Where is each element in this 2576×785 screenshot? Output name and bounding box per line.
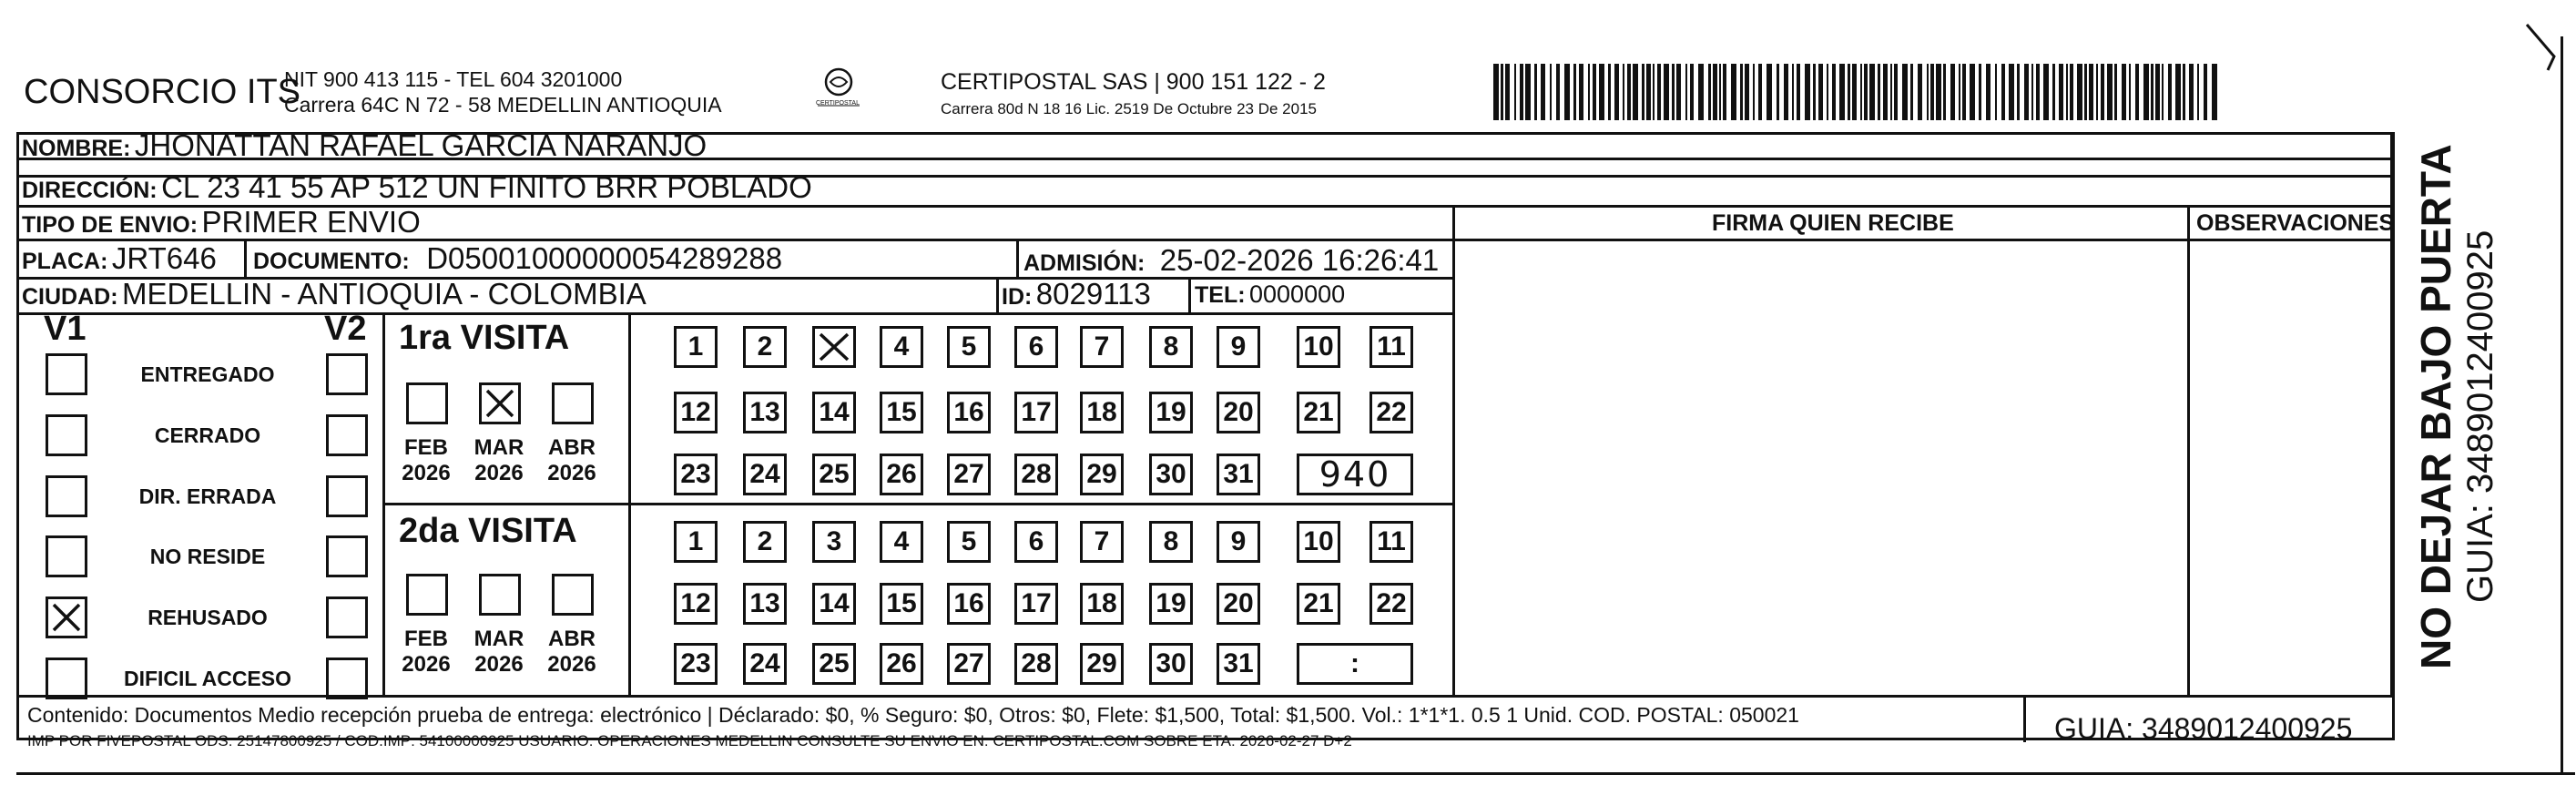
- ciudad-label: CIUDAD:: [22, 284, 118, 310]
- day-box[interactable]: 11: [1369, 521, 1413, 563]
- day-box[interactable]: 29: [1080, 643, 1124, 685]
- day-box[interactable]: 10: [1297, 326, 1340, 368]
- day-box[interactable]: 18: [1080, 583, 1124, 625]
- direccion-label: DIRECCIÓN:: [22, 178, 158, 203]
- day-box[interactable]: 31: [1217, 454, 1260, 495]
- v2-checkbox[interactable]: [326, 353, 368, 395]
- nombre-label: NOMBRE:: [22, 136, 131, 161]
- company-address: Carrera 64C N 72 - 58 MEDELLIN ANTIOQUIA: [284, 93, 722, 117]
- day-box[interactable]: 6: [1014, 326, 1058, 368]
- v1-label: V1: [44, 310, 87, 348]
- day-box[interactable]: 7: [1080, 521, 1124, 563]
- day-box[interactable]: 24: [743, 454, 787, 495]
- day-box[interactable]: 22: [1369, 583, 1413, 625]
- side-guia: GUIA: 3489012400925: [2460, 229, 2500, 603]
- contenido-text: Contenido: Documentos Medio recepción prueba de entrega: electrónico | Déclarado: $0, % Seguro: $0, Otros: $0, Flete: $1,500, Total: $1,500. Vol.: 1*1*1. 0.5 1 Unid. COD. POSTAL: 050021: [27, 703, 1799, 727]
- day-box[interactable]: 16: [947, 583, 991, 625]
- day-box[interactable]: 5: [947, 326, 991, 368]
- documento-value: D05001000000054289288: [426, 241, 783, 275]
- day-box[interactable]: 27: [947, 454, 991, 495]
- day-box[interactable]: 30: [1149, 454, 1193, 495]
- day-box[interactable]: 15: [880, 392, 923, 433]
- tipo-label: TIPO DE ENVIO:: [22, 212, 199, 238]
- second-visit-title: 2da VISITA: [399, 512, 577, 550]
- day-box[interactable]: 4: [880, 521, 923, 563]
- day-box[interactable]: 28: [1014, 454, 1058, 495]
- tel-field: [1195, 277, 1345, 316]
- day-box[interactable]: 11: [1369, 326, 1413, 368]
- day-box[interactable]: 18: [1080, 392, 1124, 433]
- day-box[interactable]: 23: [674, 643, 718, 685]
- v1-checkbox[interactable]: [46, 658, 87, 699]
- day-box[interactable]: 22: [1369, 392, 1413, 433]
- v2-label: V2: [324, 310, 367, 348]
- certipostal-logo-text: CERTIPOSTAL: [816, 100, 860, 107]
- day-box[interactable]: 7: [1080, 326, 1124, 368]
- direccion-row: [22, 172, 812, 209]
- bottom-border: [16, 772, 2575, 775]
- day-box[interactable]: 1: [674, 521, 718, 563]
- month-label: MAR 2026: [473, 627, 524, 677]
- x-mark-icon: [815, 329, 853, 365]
- reason-label: DIR. ERRADA: [138, 484, 277, 508]
- day-box[interactable]: 13: [743, 392, 787, 433]
- barcode: [1493, 64, 2222, 120]
- admision-value: 25-02-2026 16:26:41: [1159, 243, 1440, 277]
- day-box[interactable]: 10: [1297, 521, 1340, 563]
- day-box[interactable]: 15: [880, 583, 923, 625]
- day-box[interactable]: 12: [674, 392, 718, 433]
- day-box[interactable]: 1: [674, 326, 718, 368]
- placa-value: JRT646: [111, 241, 217, 275]
- v2-checkbox[interactable]: [326, 475, 368, 517]
- placa-label: PLACA:: [22, 249, 108, 274]
- day-box[interactable]: 9: [1217, 326, 1260, 368]
- firma-header: FIRMA QUIEN RECIBE: [1712, 210, 1954, 236]
- day-box[interactable]: 19: [1149, 392, 1193, 433]
- reason-label: CERRADO: [154, 423, 261, 447]
- day-box[interactable]: 9: [1217, 521, 1260, 563]
- reason-label: NO RESIDE: [149, 545, 266, 568]
- day-box[interactable]: 29: [1080, 454, 1124, 495]
- day-box[interactable]: 6: [1014, 521, 1058, 563]
- day-box[interactable]: 25: [812, 454, 856, 495]
- v2-checkbox[interactable]: [326, 658, 368, 699]
- month-checkbox[interactable]: [552, 382, 594, 424]
- day-box[interactable]: 27: [947, 643, 991, 685]
- right-columns-divider: [1452, 205, 1455, 697]
- month-label: ABR 2026: [547, 627, 596, 677]
- v1-checkbox[interactable]: [46, 596, 87, 638]
- id-value: 8029113: [1035, 277, 1151, 311]
- day-box[interactable]: 23: [674, 454, 718, 495]
- company-nit: NIT 900 413 115 - TEL 604 3201000: [284, 67, 623, 91]
- month-checkbox[interactable]: [406, 382, 448, 424]
- imp-text: IMP POR FIVEPOSTAL ODS: 25147800925 / COD.IMP: 54100000925 USUARIO: OPERACIONES MEDELLIN CONSULTE SU ENVIO EN: CERTIPOSTAL.COM SOBRE ETA: 2026-02-27 D+2: [27, 732, 1352, 749]
- day-box[interactable]: 13: [743, 583, 787, 625]
- reason-label: REHUSADO: [148, 606, 268, 629]
- documento-label: DOCUMENTO:: [253, 249, 410, 274]
- nombre-value: JHONATTAN RAFAEL GARCIA NARANJO: [134, 128, 708, 162]
- day-box[interactable]: 19: [1149, 583, 1193, 625]
- ciudad-value: MEDELLIN - ANTIOQUIA - COLOMBIA: [122, 277, 647, 311]
- day-box[interactable]: 5: [947, 521, 991, 563]
- right-border: [2561, 36, 2563, 774]
- footer-guia: GUIA: 3489012400925: [2054, 712, 2353, 745]
- day-box[interactable]: 14: [812, 392, 856, 433]
- v2-checkbox[interactable]: [326, 596, 368, 638]
- certipostal-logo: [810, 66, 867, 117]
- day-box[interactable]: 30: [1149, 643, 1193, 685]
- corner-mark: [2522, 20, 2559, 75]
- v1-checkbox[interactable]: [46, 353, 87, 395]
- month-label: FEB 2026: [402, 627, 451, 677]
- day-box[interactable]: 8: [1149, 326, 1193, 368]
- month-checkbox[interactable]: [406, 574, 448, 616]
- day-box[interactable]: 20: [1217, 583, 1260, 625]
- postal-license: Carrera 80d N 18 16 Lic. 2519 De Octubre 23 De 2015: [941, 100, 1317, 117]
- reason-label: ENTREGADO: [140, 362, 275, 386]
- side-warning: NO DEJAR BAJO PUERTA: [2412, 144, 2459, 669]
- x-mark-icon: [48, 599, 85, 636]
- tel-label: TEL:: [1195, 282, 1246, 308]
- day-box[interactable]: 21: [1297, 583, 1340, 625]
- v1-checkbox[interactable]: [46, 475, 87, 517]
- day-box[interactable]: 26: [880, 643, 923, 685]
- day-box[interactable]: 2: [743, 326, 787, 368]
- reason-label: DIFICIL ACCESO: [123, 667, 291, 690]
- day-box[interactable]: 21: [1297, 392, 1340, 433]
- day-box[interactable]: 31: [1217, 643, 1260, 685]
- day-box[interactable]: 8: [1149, 521, 1193, 563]
- day-box[interactable]: 20: [1217, 392, 1260, 433]
- day-box[interactable]: 12: [674, 583, 718, 625]
- id-label: ID:: [1002, 284, 1033, 310]
- tipo-value: PRIMER ENVIO: [201, 205, 421, 239]
- day-box[interactable]: 4: [880, 326, 923, 368]
- tipo-row: [22, 206, 421, 245]
- month-checkbox[interactable]: [479, 574, 521, 616]
- id-field: [1002, 277, 1151, 318]
- day-box[interactable]: [812, 326, 856, 368]
- day-box[interactable]: 25: [812, 643, 856, 685]
- time-box[interactable]: :: [1297, 643, 1413, 685]
- tel-value: 0000000: [1249, 280, 1346, 308]
- day-box[interactable]: 17: [1014, 392, 1058, 433]
- month-label: ABR 2026: [547, 435, 596, 485]
- v1-checkbox[interactable]: [46, 535, 87, 577]
- month-label: MAR 2026: [473, 435, 524, 485]
- month-checkbox[interactable]: [552, 574, 594, 616]
- month-label: FEB 2026: [402, 435, 451, 485]
- day-box[interactable]: 24: [743, 643, 787, 685]
- day-box[interactable]: 17: [1014, 583, 1058, 625]
- observaciones-header: OBSERVACIONES: [2196, 210, 2395, 236]
- time-box[interactable]: 940: [1297, 454, 1413, 495]
- v1-checkbox[interactable]: [46, 414, 87, 456]
- day-box[interactable]: 26: [880, 454, 923, 495]
- v2-checkbox[interactable]: [326, 414, 368, 456]
- day-box[interactable]: 28: [1014, 643, 1058, 685]
- day-box[interactable]: 2: [743, 521, 787, 563]
- day-box[interactable]: 14: [812, 583, 856, 625]
- admision-label: ADMISIÓN:: [1023, 250, 1145, 276]
- company-name: CONSORCIO ITS: [24, 73, 301, 111]
- x-mark-icon: [482, 385, 518, 422]
- v2-checkbox[interactable]: [326, 535, 368, 577]
- direccion-value: CL 23 41 55 AP 512 UN FINITO BRR POBLADO: [161, 170, 812, 204]
- postal-company: CERTIPOSTAL SAS | 900 151 122 - 2: [941, 69, 1326, 95]
- month-checkbox[interactable]: [479, 382, 521, 424]
- day-box[interactable]: 16: [947, 392, 991, 433]
- nombre-row: [22, 128, 708, 166]
- first-visit-title: 1ra VISITA: [399, 319, 570, 357]
- day-box[interactable]: 3: [812, 521, 856, 563]
